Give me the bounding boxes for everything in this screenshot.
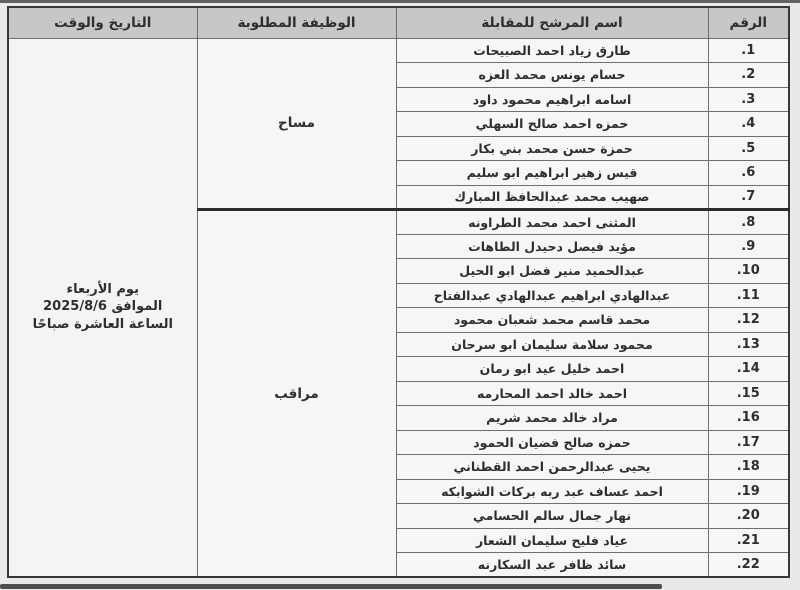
table-row: [8, 38, 789, 63]
row-number: .9: [708, 234, 789, 259]
row-number: .11: [708, 283, 789, 308]
candidate-name: حمزه احمد صالح السهلي: [396, 112, 708, 137]
row-number: .13: [708, 332, 789, 357]
row-number: .15: [708, 381, 789, 406]
row-number: .3: [708, 87, 789, 112]
candidate-name: محمد قاسم محمد شعبان محمود: [396, 308, 708, 333]
candidate-name: عبدالهادي ابراهيم عبدالهادي عبدالفتاح: [396, 283, 708, 308]
candidate-name: محمود سلامة سليمان ابو سرحان: [396, 332, 708, 357]
scan-artifact-bottom-line: [0, 584, 662, 589]
row-number: .21: [708, 528, 789, 553]
row-number: .17: [708, 430, 789, 455]
datetime-line2: الموافق 2025/8/6: [43, 299, 163, 315]
position-cell: مراقب: [197, 210, 396, 578]
candidate-name: عبدالحميد منير فضل ابو الحيل: [396, 259, 708, 284]
datetime-line3: الساعة العاشرة صباحًا: [32, 317, 173, 333]
candidate-name: طارق زياد احمد الصبيحات: [396, 38, 708, 63]
row-number: .22: [708, 553, 789, 578]
row-number: .1: [708, 38, 789, 63]
candidate-name: احمد عساف عبد ربه بركات الشوابكه: [396, 479, 708, 504]
row-number: .16: [708, 406, 789, 431]
schedule-body: [8, 38, 789, 577]
candidate-name: مراد خالد محمد شريم: [396, 406, 708, 431]
row-number: .5: [708, 136, 789, 161]
candidate-name: المثنى احمد محمد الطراونه: [396, 210, 708, 235]
row-number: .10: [708, 259, 789, 284]
candidate-name: عياد فليح سليمان الشعار: [396, 528, 708, 553]
row-number: .8: [708, 210, 789, 235]
row-number: .18: [708, 455, 789, 480]
candidate-name: حمزه صالح فضيان الحمود: [396, 430, 708, 455]
row-number: .20: [708, 504, 789, 529]
row-number: .6: [708, 161, 789, 186]
candidate-name: سائد ظافر عبد السكارنه: [396, 553, 708, 578]
candidate-name: صهيب محمد عبدالحافظ المبارك: [396, 185, 708, 210]
datetime-line1: يوم الأربعاء: [66, 281, 139, 297]
row-number: .14: [708, 357, 789, 382]
candidate-name: حسام يونس محمد العزه: [396, 63, 708, 88]
header-position: الوظيفة المطلوبة: [197, 7, 396, 38]
candidate-name: قيس زهير ابراهيم ابو سليم: [396, 161, 708, 186]
row-number: .4: [708, 112, 789, 137]
candidate-name: مؤيد فيصل دحيدل الطاهات: [396, 234, 708, 259]
candidate-name: احمد خليل عيد ابو رمان: [396, 357, 708, 382]
row-number: .12: [708, 308, 789, 333]
candidate-name: نهار جمال سالم الحسامي: [396, 504, 708, 529]
candidate-name: احمد خالد احمد المحارمه: [396, 381, 708, 406]
datetime-cell: [8, 38, 197, 577]
row-number: .2: [708, 63, 789, 88]
interview-schedule-table: [7, 6, 790, 578]
candidate-name: يحيى عبدالرحمن احمد القطناني: [396, 455, 708, 480]
header-candidate-name: اسم المرشح للمقابلة: [396, 7, 708, 38]
header-row: [8, 7, 789, 38]
candidate-name: اسامه ابراهيم محمود داود: [396, 87, 708, 112]
header-datetime: التاريخ والوقت: [8, 7, 197, 38]
row-number: .7: [708, 185, 789, 210]
position-cell: مساح: [197, 38, 396, 210]
candidate-name: حمزة حسن محمد بني بكار: [396, 136, 708, 161]
scan-artifact-top-line: [0, 0, 800, 3]
row-number: .19: [708, 479, 789, 504]
header-number: الرقم: [708, 7, 789, 38]
